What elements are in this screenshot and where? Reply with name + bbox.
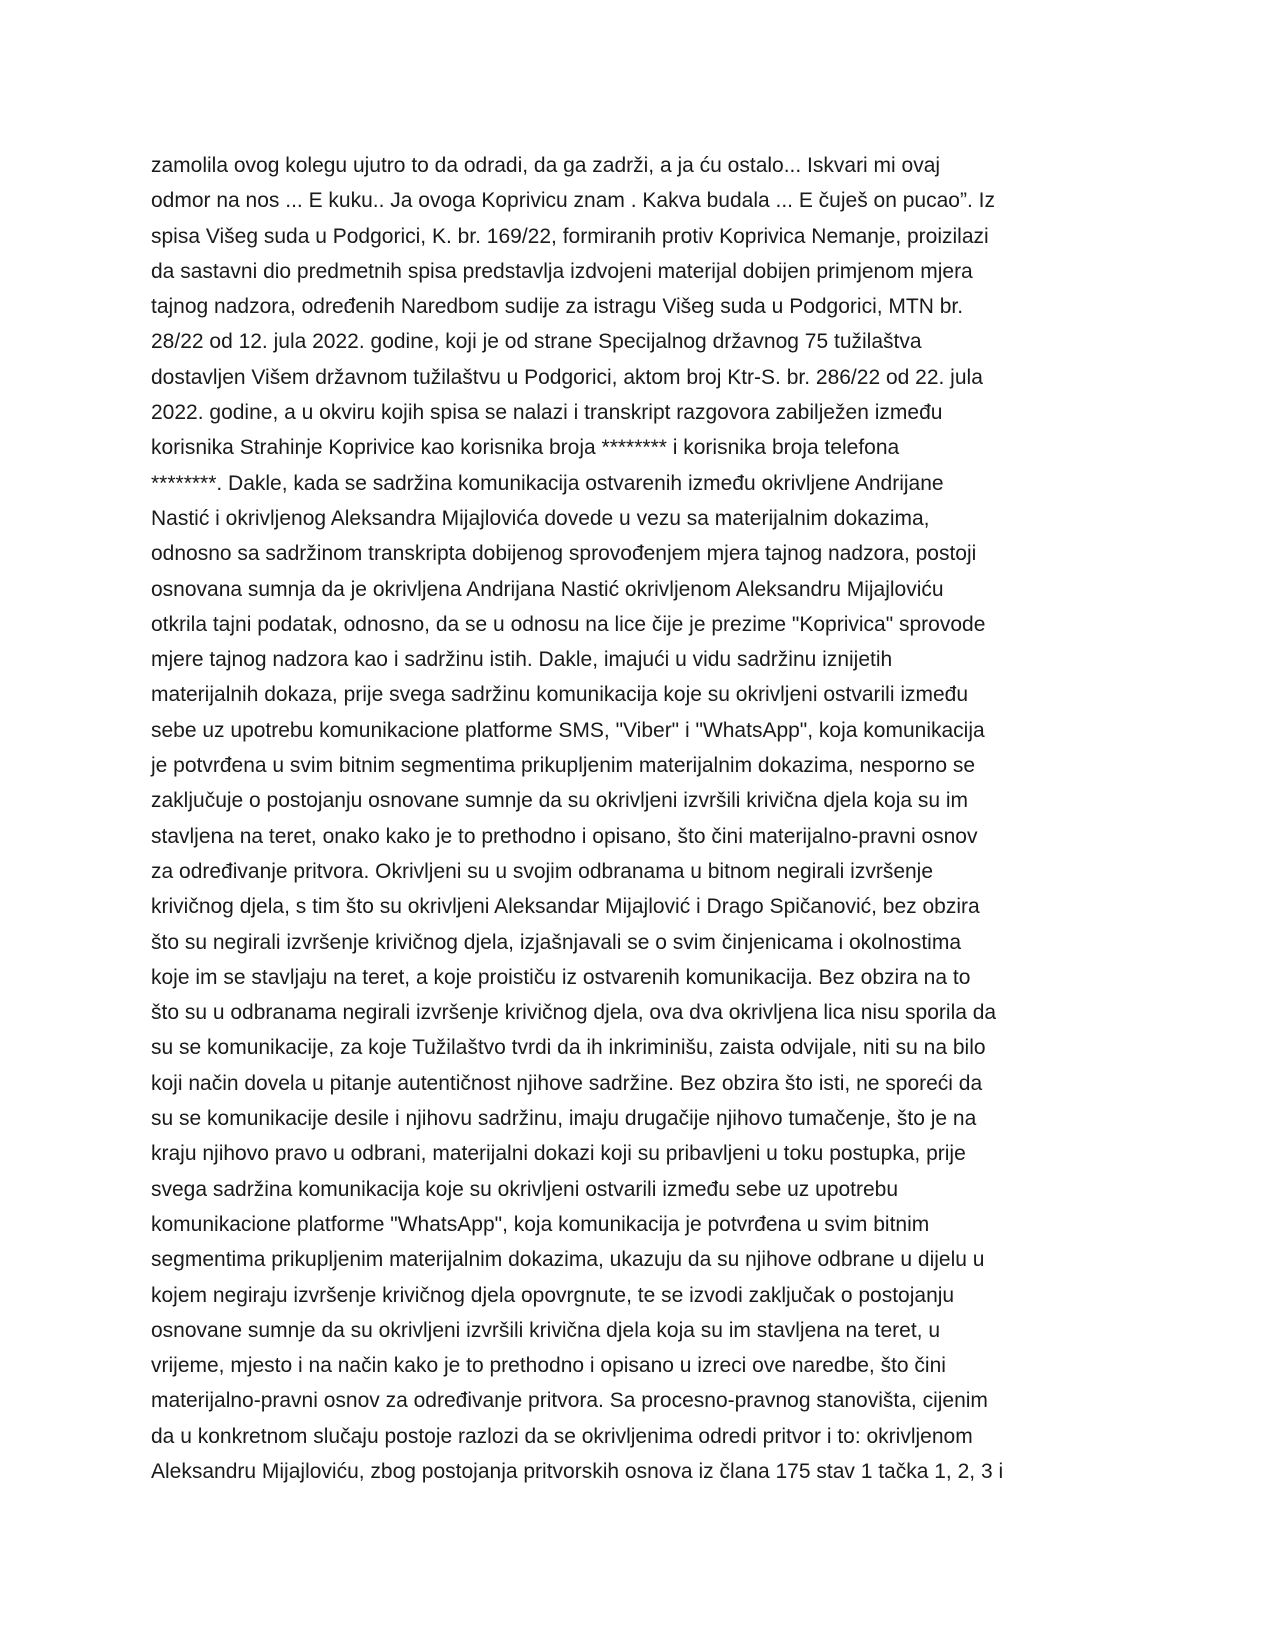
text-line: koji način dovela u pitanje autentičnost njihove sadržine. Bez obzira što isti, ne sporeći da <box>151 1071 983 1095</box>
text-line: tajnog nadzora, određenih Naredbom sudije za istragu Višeg suda u Podgorici, MTN br. <box>151 295 964 319</box>
text-line: za određivanje pritvora. Okrivljeni su u svojim odbranama u bitnom negirali izvršenje <box>151 859 934 883</box>
text-line: Aleksandru Mijajloviću, zbog postojanja pritvorskih osnova iz člana 175 stav 1 tačka 1, 2, 3 i <box>151 1459 1004 1483</box>
text-line: otkrila tajni podatak, odnosno, da se u odnosu na lice čije je prezime "Koprivica" sprovode <box>151 612 986 636</box>
body-text <box>151 148 1131 1489</box>
text-line: da u konkretnom slučaju postoje razlozi da se okrivljenima odredi pritvor i to: okrivljenom <box>151 1424 973 1448</box>
text-line: 2022. godine, a u okviru kojih spisa se nalazi i transkript razgovora zabilježen između <box>151 401 943 425</box>
text-line: odnosno sa sadržinom transkripta dobijenog sprovođenjem mjera tajnog nadzora, postoji <box>151 542 977 566</box>
text-line: segmentima prikupljenim materijalnim dokazima, ukazuju da su njihove odbrane u dijelu u <box>151 1248 985 1272</box>
text-line: krivičnog djela, s tim što su okrivljeni Aleksandar Mijajlović i Drago Spičanović, bez obzira <box>151 895 980 919</box>
text-line: korisnika Strahinje Koprivice kao korisnika broja ******** i korisnika broja telefona <box>151 436 900 460</box>
text-line: materijalno-pravni osnov za određivanje pritvora. Sa procesno-pravnog stanovišta, cijenim <box>151 1389 988 1413</box>
text-line: kojem negiraju izvršenje krivičnog djela opovrgnute, te se izvodi zaključak o postojanju <box>151 1283 955 1307</box>
text-line: spisa Višeg suda u Podgorici, K. br. 169/22, formiranih protiv Koprivica Nemanje, proizilazi <box>151 224 989 248</box>
text-line: 28/22 od 12. jula 2022. godine, koji je od strane Specijalnog državnog 75 tužilaštva <box>151 330 922 354</box>
text-line: Nastić i okrivljenog Aleksandra Mijajlovića dovede u vezu sa materijalnim dokazima, <box>151 506 930 530</box>
text-line: osnovana sumnja da je okrivljena Andrijana Nastić okrivljenom Aleksandru Mijajloviću <box>151 577 944 601</box>
text-line: ********. Dakle, kada se sadržina komunikacija ostvarenih između okrivljene Andrijane <box>151 471 944 495</box>
text-line: komunikacione platforme "WhatsApp", koja komunikacija je potvrđena u svim bitnim <box>151 1212 930 1236</box>
text-line: što su u odbranama negirali izvršenje krivičnog djela, ova dva okrivljena lica nisu sporila da <box>151 1001 997 1025</box>
text-line: što su negirali izvršenje krivičnog djela, izjašnjavali se o svim činjenicama i okolnostima <box>151 930 962 954</box>
text-line: zaključuje o postojanju osnovane sumnje da su okrivljeni izvršili krivična djela koja su im <box>151 789 969 813</box>
text-line: su se komunikacije, za koje Tužilaštvo tvrdi da ih inkriminišu, zaista odvijale, niti su na bilo <box>151 1036 986 1060</box>
text-line: kraju njihovo pravo u odbrani, materijalni dokazi koji su pribavljeni u toku postupka, prije <box>151 1142 966 1166</box>
text-line: mjere tajnog nadzora kao i sadržinu istih. Dakle, imajući u vidu sadržinu iznijetih <box>151 648 893 672</box>
text-line: vrijeme, mjesto i na način kako je to prethodno i opisano u izreci ove naredbe, što čini <box>151 1354 946 1378</box>
text-line: stavljena na teret, onako kako je to prethodno i opisano, što čini materijalno-pravni osnov <box>151 824 978 848</box>
text-line: dostavljen Višem državnom tužilaštvu u Podgorici, aktom broj Ktr-S. br. 286/22 od 22. jula <box>151 365 983 389</box>
text-line: sebe uz upotrebu komunikacione platforme SMS, "Viber" i "WhatsApp", koja komunikacija <box>151 718 985 742</box>
text-line: odmor na nos ... E kuku.. Ja ovoga Koprivicu znam . Kakva budala ... E čuješ on pucao”. Iz <box>151 189 995 213</box>
text-line: koje im se stavljaju na teret, a koje proističu iz ostvarenih komunikacija. Bez obzira na to <box>151 965 971 989</box>
text-line: su se komunikacije desile i njihovu sadržinu, imaju drugačije njihovo tumačenje, što je na <box>151 1107 977 1131</box>
text-line: da sastavni dio predmetnih spisa predstavlja izdvojeni materijal dobijen primjenom mjera <box>151 259 973 283</box>
text-line: svega sadržina komunikacija koje su okrivljeni ostvarili između sebe uz upotrebu <box>151 1177 899 1201</box>
text-line: je potvrđena u svim bitnim segmentima prikupljenim materijalnim dokazima, nesporno se <box>151 754 976 778</box>
text-line: zamolila ovog kolegu ujutro to da odradi, da ga zadrži, a ja ću ostalo... Iskvari mi ovaj <box>151 154 941 177</box>
text-line: materijalnih dokaza, prije svega sadržinu komunikacija koje su okrivljeni ostvarili između <box>151 683 969 707</box>
text-line: osnovane sumnje da su okrivljeni izvršili krivična djela koja su im stavljena na teret, u <box>151 1318 941 1342</box>
